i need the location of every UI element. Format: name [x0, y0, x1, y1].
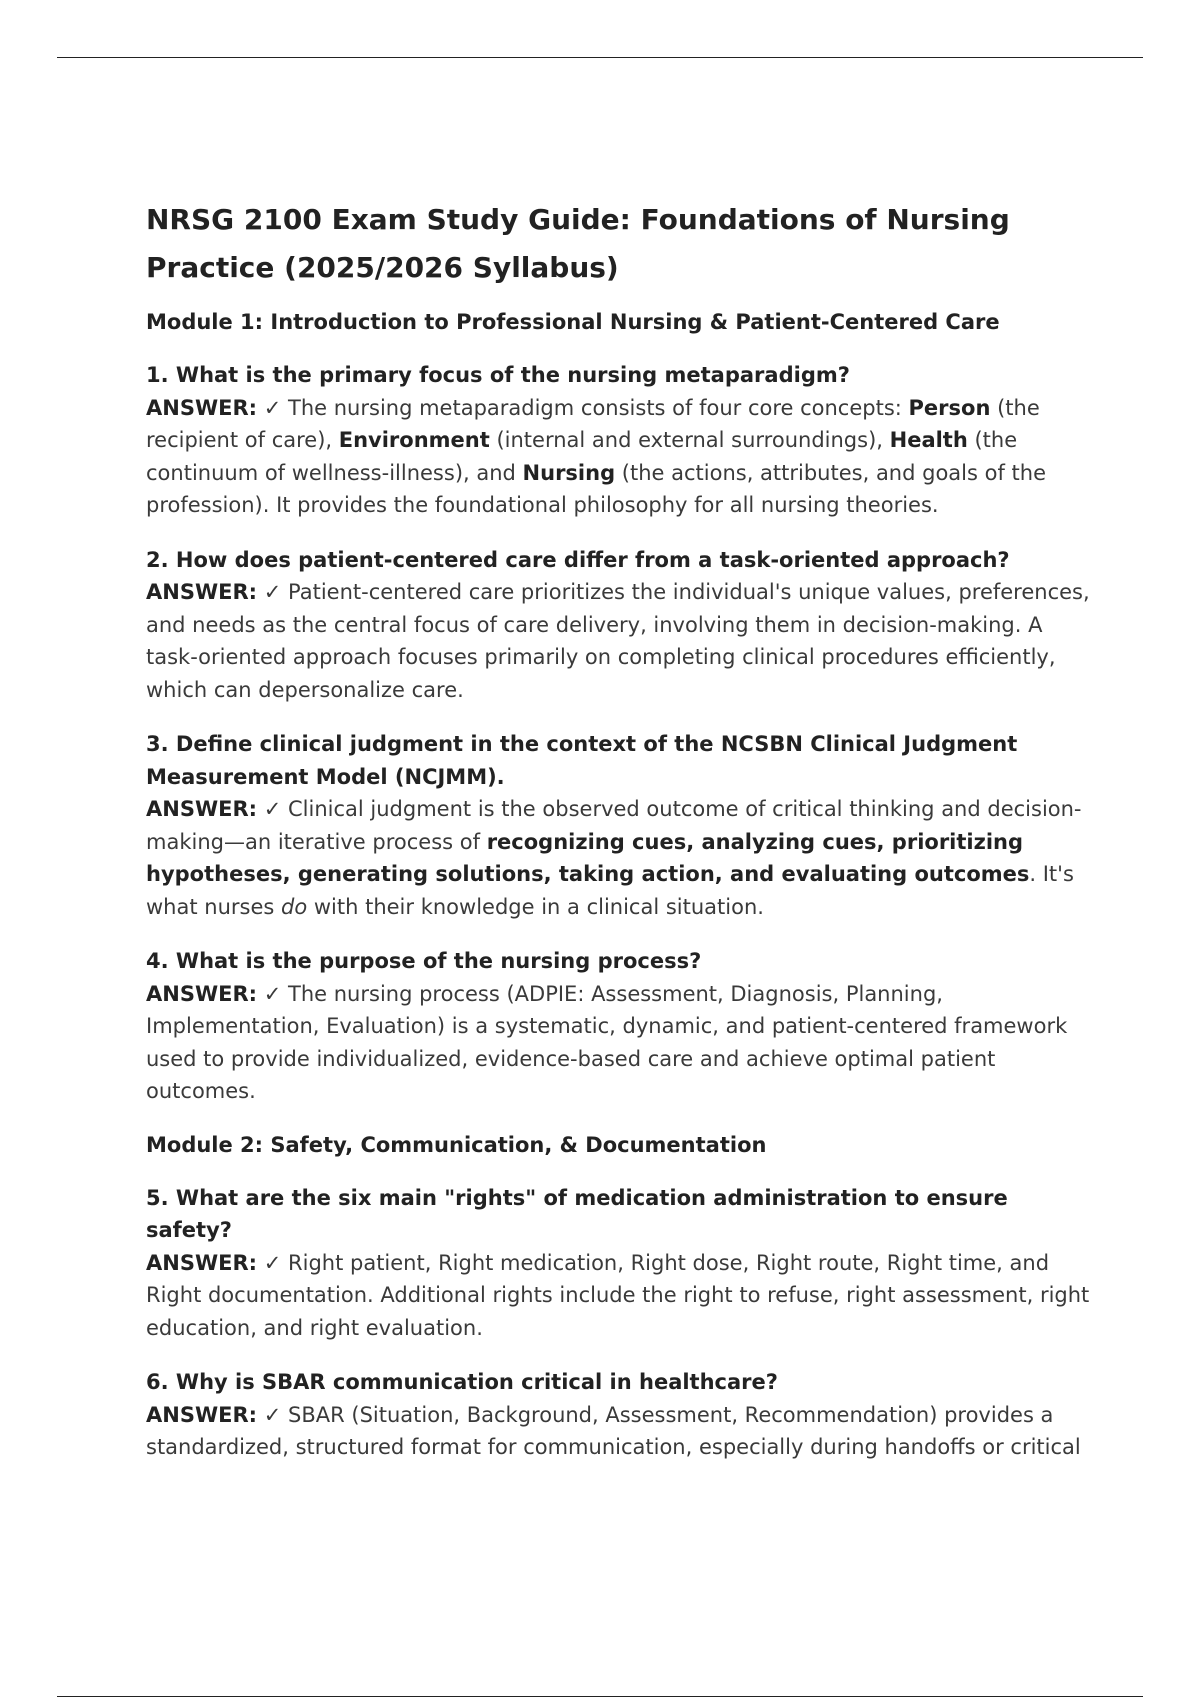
answer-text: Right patient, Right medication, Right dose, Right route, Right time, and Right documentation. Additional rights include the right to refuse, right assessment, right education, and right evaluation. — [146, 1250, 1090, 1340]
answer-label: ANSWER: — [146, 797, 258, 821]
answer-text: (the continuum of wellness-illness), and — [146, 428, 1018, 485]
bottom-rule — [57, 1696, 1143, 1697]
answer-text: with their knowledge in a clinical situation. — [307, 894, 764, 919]
question-3: 3. Define clinical judgment in the context of the NCSBN Clinical Judgment Measurement Model (NCJMM). — [146, 732, 1018, 789]
answer-text: Patient-centered care prioritizes the individual's unique values, preferences, and needs as the central focus of care delivery, involving them in decision-making. A task-oriented approach focuses primarily on completing clinical procedures efficiently, which can depersonalize care. — [146, 580, 1090, 702]
question-4: 4. What is the purpose of the nursing process? — [146, 949, 702, 973]
module-2-heading: Module 2: Safety, Communication, & Documentation — [146, 1132, 767, 1157]
answer-text: (internal and external surroundings), — [489, 428, 890, 452]
qa-item-5 — [146, 1182, 1094, 1345]
answer-3 — [146, 793, 1094, 923]
check-mark-icon: ✓ — [263, 981, 282, 1006]
check-mark-icon: ✓ — [263, 1250, 282, 1275]
document-title: NRSG 2100 Exam Study Guide: Foundations of Nursing Practice (2025/2026 Syllabus) — [146, 203, 1010, 284]
answer-6 — [146, 1399, 1094, 1464]
answer-term-environment: Environment — [338, 428, 490, 452]
answer-term-health: Health — [889, 428, 968, 452]
answer-term-person: Person — [908, 395, 991, 420]
question-6: 6. Why is SBAR communication critical in healthcare? — [146, 1370, 778, 1394]
question-2: 2. How does patient-centered care differ from a task-oriented approach? — [146, 547, 1010, 572]
question-5: 5. What are the six main "rights" of medication administration to ensure safety? — [146, 1185, 1008, 1242]
answer-text: The nursing metaparadigm consists of four core concepts: — [288, 395, 909, 420]
answer-text: The nursing process (ADPIE: Assessment, Diagnosis, Planning, Implementation, Evaluation) is a systematic, dynamic, and patient-centered framework used to provide individualized, evidence-based care and achieve optimal patient outcomes. — [146, 981, 1068, 1103]
qa-item-1 — [146, 359, 1094, 522]
check-mark-icon: ✓ — [263, 1402, 282, 1427]
answer-text: . It's what nurses — [146, 862, 1074, 919]
answer-emphasis: do — [281, 894, 308, 919]
answer-text: Clinical judgment is the observed outcome of critical thinking and decision-making—an iterative process of — [146, 797, 1082, 854]
answer-2 — [146, 576, 1094, 706]
answer-term-nursing: Nursing — [522, 460, 616, 485]
document-body — [146, 196, 1094, 1486]
answer-text: SBAR (Situation, Background, Assessment, Recommendation) provides a standardized, structured format for communication, especially during handoffs or critical — [146, 1402, 1081, 1459]
check-mark-icon: ✓ — [263, 395, 282, 420]
answer-text: (the actions, attributes, and goals of the profession). It provides the foundational philosophy for all nursing theories. — [146, 460, 1046, 517]
answer-label: ANSWER: — [146, 981, 258, 1006]
qa-item-2 — [146, 544, 1094, 707]
check-mark-icon: ✓ — [263, 580, 282, 604]
answer-label: ANSWER: — [146, 1250, 258, 1275]
answer-5 — [146, 1247, 1094, 1345]
answer-label: ANSWER: — [146, 395, 258, 420]
answer-label: ANSWER: — [146, 580, 258, 604]
question-1: 1. What is the primary focus of the nursing metaparadigm? — [146, 363, 850, 387]
answer-1 — [146, 392, 1094, 522]
top-rule — [57, 57, 1143, 58]
answer-text: (the recipient of care), — [146, 395, 1040, 452]
module-1-heading: Module 1: Introduction to Professional Nursing & Patient-Centered Care — [146, 310, 1000, 334]
answer-process-steps: recognizing cues, analyzing cues, prioritizing hypotheses, generating solutions, taking action, and evaluating outcomes — [146, 829, 1030, 886]
qa-item-4 — [146, 945, 1094, 1108]
qa-item-6 — [146, 1366, 1094, 1464]
answer-4 — [146, 978, 1094, 1108]
check-mark-icon: ✓ — [263, 797, 282, 821]
answer-label: ANSWER: — [146, 1402, 258, 1427]
qa-item-3 — [146, 728, 1094, 923]
